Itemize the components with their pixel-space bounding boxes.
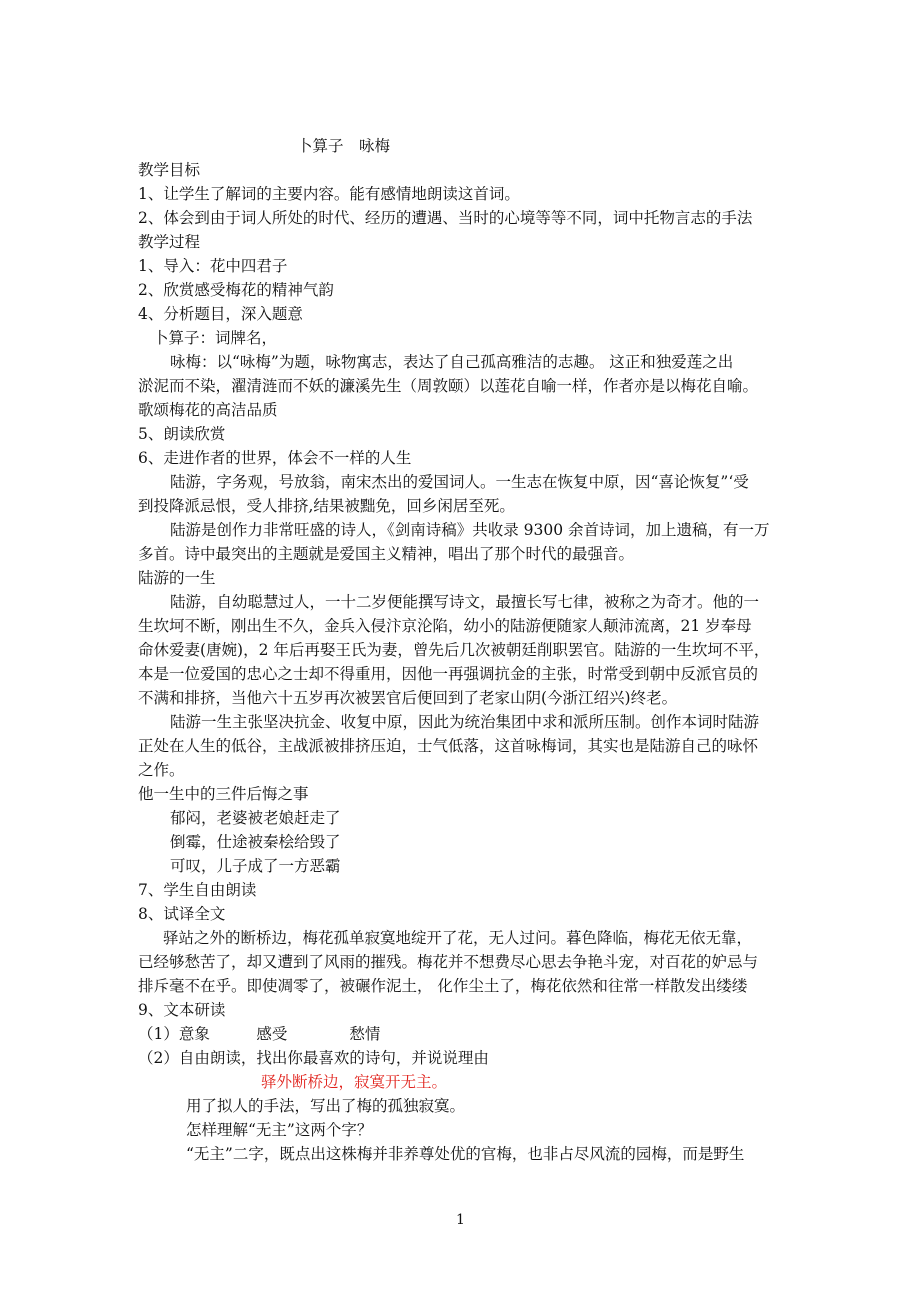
text-line: 卜算子：词牌名，	[153, 329, 278, 347]
text-line: “无主”二字，既点出这株梅并非养尊处优的官梅，也非占尽风流的园梅，而是野生	[186, 1145, 745, 1163]
step-line: 4、分析题目，深入题意	[138, 305, 303, 323]
regret-item: 郁闷，老婆被老娘赶走了	[170, 809, 341, 827]
text-line: 正处在人生的低谷，主战派被排挤压迫，士气低落，这首咏梅词，其实也是陆游自己的咏怀	[138, 737, 759, 755]
objectives-heading: 教学目标	[138, 161, 201, 179]
sub-step-line: （1）意象 感受 愁情	[138, 1025, 381, 1043]
regret-item: 倒霉，仕途被秦桧给毁了	[170, 833, 341, 851]
step-line: 1、导入：花中四君子	[138, 257, 288, 275]
process-heading: 教学过程	[138, 233, 201, 251]
step-line: 5、朗读欣赏	[138, 425, 226, 443]
step-line: 6、走进作者的世界，体会不一样的人生	[138, 449, 412, 467]
text-line: 陆游是创作力非常旺盛的诗人，《剑南诗稿》共收录 9300 余首诗词，加上遗稿，有一万	[170, 521, 770, 539]
text-line: 排斥毫不在乎。即使凋零了，被碾作泥土， 化作尘土了，梅花依然和往常一样散发出缕缕	[138, 977, 748, 995]
step-line: 9、文本研读	[138, 1001, 226, 1019]
step-line: 8、试译全文	[138, 905, 226, 923]
section-heading: 陆游的一生	[138, 569, 216, 587]
objective-line: 2、体会到由于词人所处的时代、经历的遭遇、当时的心境等等不同，词中托物言志的手法	[138, 209, 753, 227]
text-line: 生坎坷不断，刚出生不久，金兵入侵汴京沦陷，幼小的陆游便随家人颠沛流离，21 岁奉母	[138, 617, 752, 635]
text-line: 已经够愁苦了，却又遭到了风雨的摧残。梅花并不想费尽心思去争艳斗宠，对百花的妒忌与	[138, 953, 759, 971]
text-line: 多首。诗中最突出的主题就是爱国主义精神，唱出了那个时代的最强音。	[138, 545, 635, 563]
text-line: 之作。	[138, 761, 185, 779]
text-line: 陆游，自幼聪慧过人，一十二岁便能撰写诗文，最擅长写七律，被称之为奇才。他的一	[170, 593, 760, 611]
objective-line: 1、让学生了解词的主要内容。能有感情地朗读这首词。	[138, 185, 520, 203]
text-line: 本是一位爱国的忠心之士却不得重用，因他一再强调抗金的主张，时常受到朝中反派官员的	[138, 665, 759, 683]
highlighted-quote: 驿外断桥边，寂寞开无主。	[261, 1073, 448, 1091]
text-line: 驿站之外的断桥边，梅花孤单寂寞地绽开了花，无人过问。暮色降临，梅花无依无靠，	[163, 929, 753, 947]
page-number: 1	[456, 1212, 465, 1228]
text-line: 怎样理解“无主”这两个字？	[186, 1121, 373, 1139]
text-line: 咏梅：以“咏梅”为题，咏物寓志，表达了自己孤高雅洁的志趣。 这正和独爱莲之出	[170, 353, 734, 371]
step-line: 7、学生自由朗读	[138, 881, 257, 899]
text-line: 用了拟人的手法，写出了梅的孤独寂寞。	[186, 1097, 466, 1115]
regret-item: 可叹，儿子成了一方恶霸	[170, 857, 341, 875]
sub-step-line: （2）自由朗读，找出你最喜欢的诗句，并说说理由	[138, 1049, 489, 1067]
page-title: 卜算子 咏梅	[297, 137, 391, 155]
text-line: 不满和排挤，当他六十五岁再次被罢官后便回到了老家山阴(今浙江绍兴)终老。	[138, 689, 678, 707]
text-line: 命休爱妻(唐婉)，2 年后再娶王氏为妻，曾先后几次被朝廷削职罢官。陆游的一生坎坷不平，	[138, 641, 770, 659]
text-line: 陆游，字务观，号放翁，南宋杰出的爱国词人。一生志在恢复中原，因“喜论恢复”‘受	[170, 473, 749, 491]
section-heading: 他一生中的三件后悔之事	[138, 785, 309, 803]
text-line: 到投降派忌恨，受人排挤,结果被黜免，回乡闲居至死。	[138, 497, 515, 515]
text-line: 陆游一生主张坚决抗金、收复中原，因此为统治集团中求和派所压制。创作本词时陆游	[170, 713, 760, 731]
text-line: 歌颂梅花的高洁品质	[138, 401, 278, 419]
step-line: 2、欣赏感受梅花的精神气韵	[138, 281, 334, 299]
text-line: 淤泥而不染，濯清涟而不妖的濂溪先生（周敦颐）以莲花自喻一样，作者亦是以梅花自喻。	[138, 377, 759, 395]
